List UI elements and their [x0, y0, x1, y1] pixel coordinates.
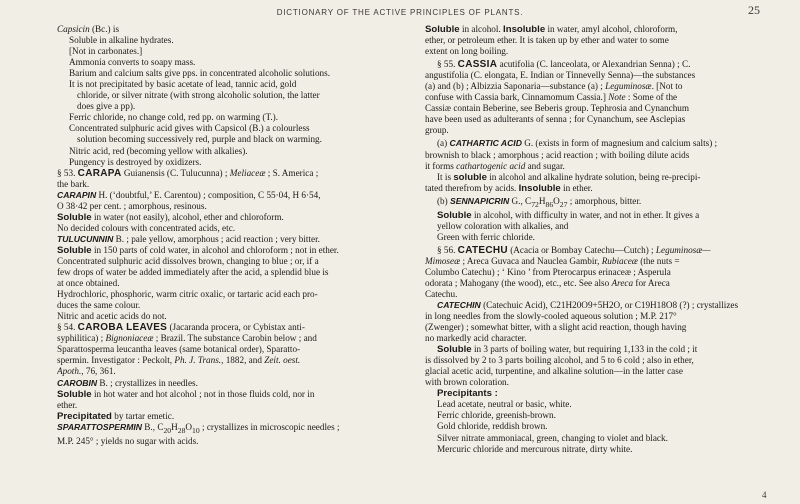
text-span: . [Not to	[651, 81, 683, 92]
text-line: Barium and calcium salts give pps. in concentrated alcoholic solutions.	[69, 68, 331, 79]
text-span: acutifolia (C. lanceolata, or Alexandrian Senna) ; C.	[497, 59, 691, 70]
note-label: Note	[608, 92, 626, 103]
text-span: by tartar emetic.	[111, 410, 175, 421]
text-span: It is	[437, 171, 454, 182]
signature-mark: 4	[762, 490, 767, 500]
text-span: (a) and (b) ; Albizzia Saponaria—substance (a) ;	[425, 81, 606, 92]
text-line: Sparattosperma leucantha leaves (same botanical order), Sparatto-	[57, 344, 301, 355]
formula-subscript: 28	[177, 425, 186, 435]
section-number: § 53.	[57, 167, 78, 178]
text-line: brownish to black ; amorphous ; acid reaction ; with boiling dilute acids	[425, 149, 690, 160]
text-line: Mercuric chloride and mercurous nitrate, dirty white.	[437, 443, 633, 454]
keyword-insoluble: Insoluble	[503, 24, 546, 35]
family-name: Meliaceæ	[229, 167, 266, 178]
text-span: ; S. America ;	[265, 167, 319, 178]
text-line: extent on long boiling.	[425, 46, 509, 57]
text-line: have been used as adulterants of senna ; for Cynanchum, see Asclepias	[425, 114, 686, 125]
text-line: glacial acetic acid, turpentine, and alkaline solution—in the latter case	[425, 366, 683, 377]
text-span: in alcohol.	[459, 24, 504, 34]
text-span: (a)	[437, 138, 450, 149]
text-span: G. (exists in form of magnesium and calcium salts) ;	[521, 138, 718, 149]
text-line: does give a pp).	[77, 101, 136, 112]
text-line: O 38·42 per cent. ; amorphous, resinous.	[57, 200, 207, 211]
text-line: ether.	[57, 399, 78, 410]
running-head: DICTIONARY OF THE ACTIVE PRINCIPLES OF PLANTS.	[276, 8, 524, 17]
text-line: yellow coloration with alkalies, and	[437, 220, 569, 231]
text-line: duces the same colour.	[57, 300, 141, 311]
family-name: Leguminosæ—	[655, 244, 711, 255]
text-line: Columbo Catechu) ; ‘ Kino ’ from Pterocarpus erinaceæ ; Asperula	[425, 266, 671, 277]
capsicin-bc: (Bc.) is	[89, 24, 120, 34]
keyword-soluble: Soluble	[425, 24, 460, 35]
text-line: the bark.	[57, 178, 90, 189]
formula-element: H	[538, 195, 546, 206]
text-line: Catechu.	[425, 288, 458, 299]
formula-subscript: 72	[531, 199, 539, 209]
text-line: Concentrated sulphuric acid dissolves brown, changing to blue ; or, if a	[57, 255, 319, 266]
text-span: ; Brazil. The substance Carobin below ; and	[153, 333, 317, 344]
text-line: Lead acetate, neutral or basic, white.	[437, 399, 572, 410]
text-line: solution becoming successively red, purple and black on warming.	[77, 134, 322, 145]
text-span: ; Areca Guvaca and Nauclea Gambir,	[460, 255, 602, 266]
text-span: in water (not easily), alcohol, ether and chloroform.	[91, 211, 284, 222]
text-span: in ether.	[560, 182, 593, 193]
entry-catechin: CATECHIN	[437, 299, 481, 310]
text-span: and sugar.	[525, 160, 565, 171]
entry-tulucunnin: TULUCUNNIN	[57, 233, 114, 244]
text-span: odorata ; Mahogany (the wood), etc., etc. See also	[425, 277, 612, 288]
family-name: Rubiaceæ	[601, 255, 638, 266]
text-span: B. ; crystallizes in needles.	[97, 377, 198, 388]
entry-sparattospermin: SPARATTOSPERMIN	[57, 421, 142, 432]
formula-element: O	[185, 421, 193, 432]
text-line: Nitric and acetic acids do not.	[57, 311, 167, 322]
keyword-soluble: Soluble	[57, 244, 92, 256]
journal-title: Apoth.	[57, 366, 82, 377]
text-line: Soluble in alkaline hydrates.	[69, 35, 174, 46]
text-line: (Zwenger) ; somewhat bitter, with a slight acid reaction, though having	[425, 322, 687, 333]
formula-subscript: 20	[163, 425, 172, 435]
family-name: Bignoniaceæ	[105, 333, 154, 344]
page-number: 25	[748, 3, 760, 17]
text-span: in 150 parts of cold water, in alcohol and chloroform ; not in ether.	[91, 244, 339, 255]
entry-sennapicrin: SENNAPICRIN	[450, 195, 510, 206]
text-span: (Acacia or Bombay Catechu—Cutch) ;	[507, 244, 656, 255]
text-line: Pungency is destroyed by oxidizers.	[69, 156, 202, 167]
text-span: , 76, 361.	[81, 366, 116, 377]
section-number: § 56.	[437, 244, 458, 255]
text-span: (b)	[437, 195, 451, 206]
text-span: it forms	[425, 160, 457, 171]
text-span: in hot water and hot alcohol ; not in those fluids cold, nor in	[91, 388, 315, 399]
section-number: § 55.	[437, 59, 458, 70]
text-line: Concentrated sulphuric acid gives with Capsicol (B.) a colourless	[69, 123, 310, 134]
text-span: : Some of the	[625, 92, 678, 103]
keyword-soluble: Soluble	[57, 388, 92, 400]
entry-carobin: CAROBIN	[57, 377, 98, 388]
text-span: H. (‘doubtful,’ E. Carentou) ; composition, C 55·04, H 6·54,	[96, 189, 321, 200]
text-span: in alcohol and alkaline hydrate solution, being re-precipi-	[486, 171, 701, 182]
text-span: (Catechuic Acid), C	[480, 299, 557, 310]
section-heading-cassia: CASSIA	[457, 59, 498, 71]
keyword-soluble: Soluble	[437, 209, 472, 221]
text-span: B., C	[142, 421, 164, 432]
text-span: in water, amyl alcohol, chloroform,	[545, 24, 678, 34]
text-line: It is not precipitated by basic acetate of lead, tannic acid, gold	[69, 79, 297, 90]
text-span: (the nuts =	[637, 255, 680, 266]
keyword-soluble: Soluble	[437, 344, 472, 356]
text-span: tated therefrom by acids.	[425, 182, 519, 193]
text-span: spermin. Investigator : Peckolt,	[57, 355, 175, 366]
text-line: Nitric acid, red (becoming yellow with alkalies).	[69, 145, 248, 156]
italic-term: cathartogenic acid	[456, 160, 526, 171]
text-line: angustifolia (C. elongata, E. Indian or Tinnevelly Senna)—the substances	[425, 70, 696, 81]
text-line: Gold chloride, reddish brown.	[437, 421, 548, 432]
text-line: Silver nitrate ammoniacal, green, changing to violet and black.	[437, 432, 668, 443]
text-span: confuse with Cassia bark, Cinnamomum Cassia.]	[425, 92, 609, 103]
section-number: § 54.	[57, 322, 78, 333]
section-heading-carapa: CARAPA	[77, 167, 122, 179]
text-span: for Areca	[633, 277, 670, 288]
text-span: Guianensis (C. Tulucunna) ;	[121, 167, 230, 178]
section-heading-caroba: CAROBA LEAVES	[77, 322, 168, 334]
entry-cathartic-acid: CATHARTIC ACID	[449, 138, 522, 149]
keyword-soluble: soluble	[453, 171, 487, 183]
text-line: with brown coloration.	[425, 377, 509, 388]
text-span: ; crystallizes in microscopic needles ;	[199, 421, 340, 432]
journal-title: Ph. J. Trans.	[174, 355, 222, 366]
text-line: in long needles from the slowly-cooled aqueous solution ; M.P. 217°	[425, 311, 677, 321]
text-line: Ferric chloride, no change cold, red pp. on warming (T.).	[69, 112, 279, 123]
text-line: [Not in carbonates.]	[69, 46, 143, 57]
family-name: Leguminosæ	[605, 81, 652, 92]
text-line: Cassiæ contain Beberine, see Beberis group. Tephrosia and Cynanchum	[425, 103, 690, 114]
text-line: Green with ferric chloride.	[437, 231, 535, 242]
text-line: group.	[425, 125, 449, 136]
text-span: syphilitica) ;	[57, 333, 106, 344]
text-line: few drops of water be added immediately after the acid, a splendid blue is	[57, 267, 329, 278]
journal-title: Zeit. oest.	[264, 355, 301, 366]
text-line: chloride, or silver nitrate (with strong alcoholic solution, the latter	[77, 90, 320, 101]
text-span: in alcohol, with difficulty in water, and not in ether. It gives a	[471, 209, 700, 220]
text-span: B. ; pale yellow, amorphous ; acid reaction ; very bitter.	[113, 233, 320, 244]
right-column	[425, 24, 761, 455]
family-name: Mimoseæ	[425, 255, 461, 266]
text-line: M.P. 245° ; yields no sugar with acids.	[57, 435, 199, 446]
formula-subscript: 27	[559, 199, 568, 209]
text-span: , 1882, and	[221, 355, 265, 366]
formula-subscript: 10	[192, 425, 200, 435]
keyword-insoluble: Insoluble	[518, 182, 561, 194]
capsicin-title: Capsicin	[57, 24, 90, 34]
text-span: G., C	[509, 195, 532, 206]
keyword-precipitated: Precipitated	[57, 410, 112, 422]
cross-reference: Areca	[611, 277, 634, 288]
left-column	[57, 24, 413, 447]
text-line: Ferric chloride, greenish-brown.	[437, 410, 556, 421]
keyword-soluble: Soluble	[57, 211, 92, 223]
text-line: ether, or petroleum ether. It is taken up by ether and water to some	[425, 35, 669, 46]
section-heading-catechu: CATECHU	[457, 244, 508, 256]
text-span: ; amorphous, bitter.	[567, 195, 642, 206]
formula-text: 21H20O9+5H2O, or C19H18O8 (?) ; crystallizes	[556, 299, 739, 310]
text-line: Ammonia converts to soapy mass.	[69, 57, 196, 68]
text-line: no markedly acid character.	[425, 333, 527, 344]
text-line: is dissolved by 2 to 3 parts boiling alcohol, and 5 to 6 cold ; also in ether,	[425, 355, 694, 366]
text-span: in 3 parts of boiling water, but requiring 1,133 in the cold ; it	[471, 344, 698, 355]
text-line: No decided colours with concentrated acids, etc.	[57, 222, 236, 233]
text-line: Hydrochloric, phosphoric, warm citric oxalic, or tartaric acid each pro-	[57, 289, 318, 300]
formula-element: O	[553, 195, 560, 206]
entry-carapin: CARAPIN	[57, 189, 97, 200]
precipitants-heading: Precipitants :	[437, 388, 498, 400]
formula-subscript: 86	[545, 199, 554, 209]
formula-element: H	[171, 421, 178, 432]
text-line: at once obtained.	[57, 278, 120, 289]
text-span: (Jacaranda procera, or Cybistax anti-	[167, 322, 305, 333]
